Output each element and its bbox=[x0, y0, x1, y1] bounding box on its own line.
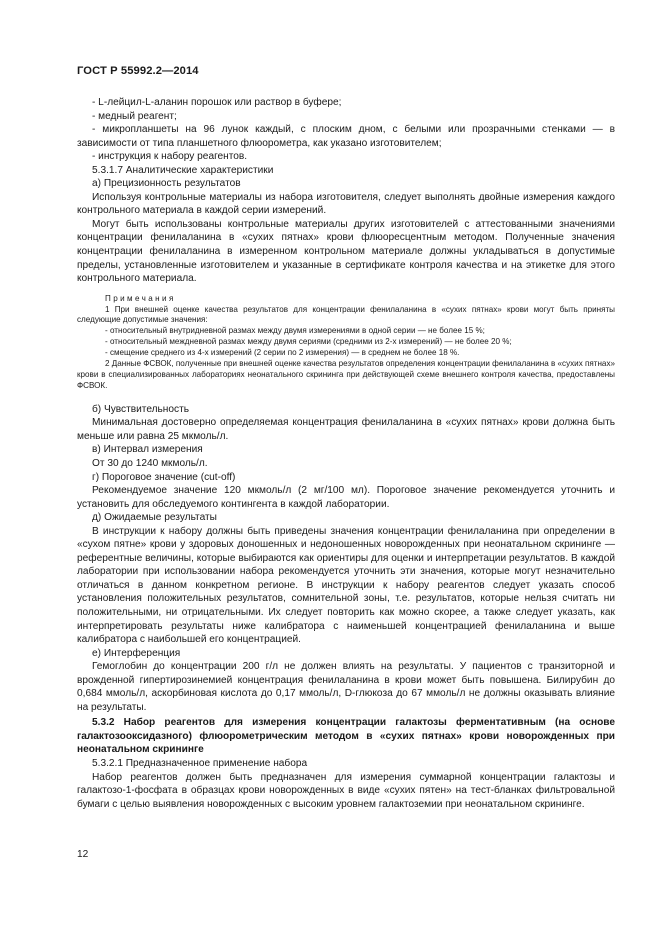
notes-title: Примечания bbox=[105, 293, 176, 303]
subheading-interference: е) Интерференция bbox=[92, 647, 181, 659]
section-heading-5-3-1-7: 5.3.1.7 Аналитические характеристики bbox=[92, 164, 274, 176]
paragraph: Используя контрольные материалы из набора изготовителя, следует выполнять двойные измерения каждого контрольного материала в каждой серии измерений. bbox=[77, 191, 615, 217]
note-item: 1 При внешней оценке качества результатов для концентрации фенилаланина в «сухих пятнах» крови могут быть приняты следующие допустимые значения: bbox=[77, 304, 615, 325]
note-list-item: - относительный внутридневной размах между двумя измерениями в одной серии — не более 15 %; bbox=[105, 326, 485, 336]
page-number: 12 bbox=[77, 849, 89, 860]
paragraph: От 30 до 1240 мкмоль/л. bbox=[92, 458, 208, 469]
list-item: - L-лейцил-L-аланин порошок или раствор в буфере; bbox=[92, 97, 342, 108]
note-list-item: - относительный междневной размах между двумя сериями (средними из 2-х измерений) — не более 20 %; bbox=[105, 337, 512, 347]
list-item: - микропланшеты на 96 лунок каждый, с плоским дном, с белыми или прозрачными стенками — в зависимости от типа планшетного флюорометра, как указано изготовителем; bbox=[77, 124, 615, 149]
subheading-measurement-range: в) Интервал измерения bbox=[92, 444, 203, 456]
subheading-sensitivity: б) Чувствительность bbox=[92, 403, 189, 415]
paragraph: Гемоглобин до концентрации 200 г/л не должен влиять на результаты. У пациентов с транзиторной и врожденной гипертирозинемией концентрация фенилаланина в крови может быть повышена. Билирубин до 0,684 ммоль/л, аскорбиновая кислота до 0,17 ммоль/л, D-глюкоза до 67 ммоль/л не должны оказывать влияние на результаты. bbox=[77, 661, 615, 713]
document-body bbox=[77, 96, 615, 811]
document-header-title: ГОСТ Р 55992.2—2014 bbox=[77, 65, 199, 77]
paragraph: Могут быть использованы контрольные материалы других изготовителей с аттестованными значениями концентрации фенилаланина в «сухих пятнах» крови флюоресцентным методом. Полученные значения концентрации фенилаланина в измеренном контрольном материале должны укладываться в допустимые пределы, установленные изготовителем и указанные в сертификате контроля качества и на этикетке для этого контрольного материала. bbox=[77, 218, 615, 285]
list-item: - медный реагент; bbox=[92, 110, 177, 122]
subheading-precision: а) Прецизионность результатов bbox=[92, 178, 241, 190]
note-item: 2 Данные ФСВОК, полученные при внешней оценке качества результатов определения концентрации фенилаланина в «сухих пятнах» крови в специализированных лабораториях неонатального скрининга при действующей схеме внешнего контроля качества, предоставлены ФСВОК. bbox=[77, 359, 615, 390]
subheading-expected-results: д) Ожидаемые результаты bbox=[92, 512, 217, 524]
notes-block bbox=[77, 294, 615, 392]
list-item: - инструкция к набору реагентов. bbox=[92, 151, 248, 163]
paragraph: Рекомендуемое значение 120 мкмоль/л (2 мг/100 мл). Пороговое значение рекомендуется уточнить и установить для обследуемого контингента в каждой лаборатории. bbox=[77, 485, 615, 510]
note-list-item: - смещение среднего из 4-х измерений (2 серии по 2 измерения) — в среднем не более 18 %. bbox=[105, 348, 460, 358]
paragraph: Минимальная достоверно определяемая концентрация фенилаланина в «сухих пятнах» крови должна быть меньше или равна 25 мкмоль/л. bbox=[77, 417, 615, 442]
section-heading-5-3-2-1: 5.3.2.1 Предназначенное применение набора bbox=[92, 758, 308, 770]
paragraph: Набор реагентов должен быть предназначен для измерения суммарной концентрации галактозы и галактозо-1-фосфата в образцах крови новорожденных в виде «сухих пятен» на тест-бланках фильтровальной бумаги с целью выявления новорожденных с высоким уровнем галактоземии при неонатальном скрининге. bbox=[77, 771, 615, 810]
paragraph: В инструкции к набору должны быть приведены значения концентрации фенилаланина при определении в «сухом пятне» крови у здоровых доношенных и недоношенных новорожденных при неонатальном скрининге — референтные величины, которые выбираются как ориентиры для оценки и интерпретации результатов. В каждой лаборатории при использовании набора рекомендуется уточнить эти значения, которые могут незначительно отличаться в данном конкретном регионе. В инструкции к набору реагентов следует указать способ установления положительных результатов, сомнительной зоны, т.е. результатов, которые нельзя считать ни положительными, ни отрицательными. Их следует повторить как можно скорее, а также следует указать, как интерпретировать результаты ниже калибратора с наименьшей концентрацией фенилаланина и выше калибратора с наибольшей его концентрацией. bbox=[77, 525, 615, 646]
section-heading-5-3-2: 5.3.2 Набор реагентов для измерения концентрации галактозы ферментативным (на основе галактозооксидазного) флюорометрическим методом в «сухих пятнах» крови новорожденных при неонатальном скрининге bbox=[77, 717, 615, 756]
subheading-cutoff: г) Пороговое значение (cut-off) bbox=[92, 471, 236, 483]
